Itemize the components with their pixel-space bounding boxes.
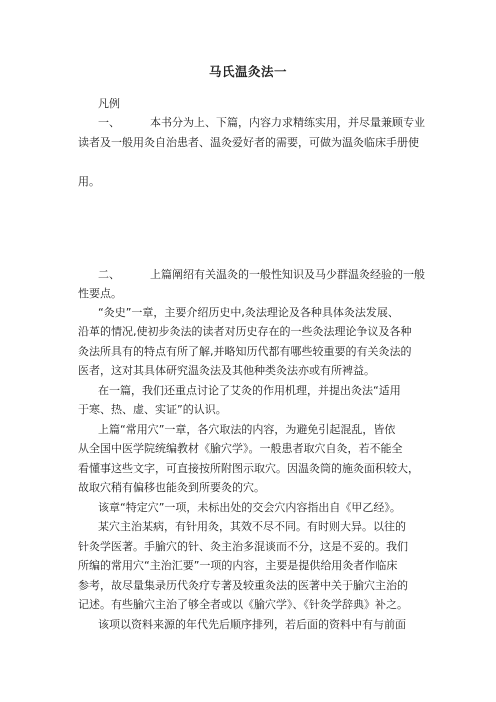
- paragraph-line: 某穴主治某病，有针用灸，其效不尽不同。有时则大异。以往的: [98, 520, 406, 533]
- paragraph-line: “灸史”一章，主要介绍历史中,灸法理论及各种具体灸法发展、: [98, 306, 399, 319]
- paragraph-line: 沿革的情况,使初步灸法的读者对历史存在的一些灸法理论争议及各种: [78, 325, 412, 338]
- paragraph-line: 故取穴稍有偏移也能灸到所要灸的穴。: [78, 481, 265, 494]
- paragraph-line: 用。: [78, 175, 100, 188]
- paragraph-line: 从全国中医学院统编教材《腧穴学》。一般患者取穴自灸，若不能全: [78, 442, 403, 455]
- paragraph-line: 该项以资料来源的年代先后顺序排列，若后面的资料中有与前面: [98, 618, 406, 631]
- paragraph-line: 参考，故尽量集录历代灸疗专著及较重灸法的医著中关于腧穴主治的: [78, 579, 408, 592]
- item-number: 二、: [98, 268, 120, 281]
- paragraph-line: 该章“特定穴”一项，未标出处的交会穴内容指出自《甲乙经》。: [98, 501, 401, 514]
- paragraph-line: 性要点。: [78, 287, 122, 300]
- paragraph-line: 在一篇，我们还重点讨论了艾灸的作用机理，并提出灸法“适用: [98, 384, 401, 397]
- paragraph-line: 于寒、热、虚、实证”的认识。: [78, 403, 227, 416]
- paragraph-line: 医者，这对其具体研究温灸法及其他种类灸法亦或有所裨益。: [78, 364, 375, 377]
- paragraph-line: 所编的常用穴“主治汇要”一项的内容，主要是提供给用灸者作临床: [78, 559, 398, 572]
- paragraph-line: 灸法所具有的特点有所了解,并略知历代都有哪些较重要的有关灸法的: [78, 345, 412, 358]
- document-title: 马氏温灸法一: [208, 64, 287, 79]
- paragraph-line: 一、 本书分为上、下篇，内容力求精练实用，并尽量兼顾专业: [98, 116, 425, 129]
- paragraph-line: 读者及一般用灸自治患者、温灸爱好者的需要，可做为温灸临床手册使: [78, 136, 419, 149]
- paragraph-line: 看懂事这些文字，可直接按所附图示取穴。因温灸筒的施灸面积较大，: [78, 462, 419, 475]
- paragraph-line: 针灸学医著。手腧穴的针、灸主治多混谈而不分，这是不妥的。我们: [78, 540, 408, 553]
- paragraph-line: 二、 上篇阐绍有关温灸的一般性知识及马少群温灸经验的一般: [98, 268, 425, 281]
- section-heading: 凡例: [98, 97, 120, 110]
- paragraph-line: 上篇“常用穴”一章，各穴取法的内容，为避免引起混乱，皆依: [98, 423, 396, 436]
- item-number: 一、: [98, 116, 120, 129]
- paragraph-line: 记述。有些腧穴主治了够全者或以《腧穴学》、《针灸学辞典》补之。: [78, 598, 408, 611]
